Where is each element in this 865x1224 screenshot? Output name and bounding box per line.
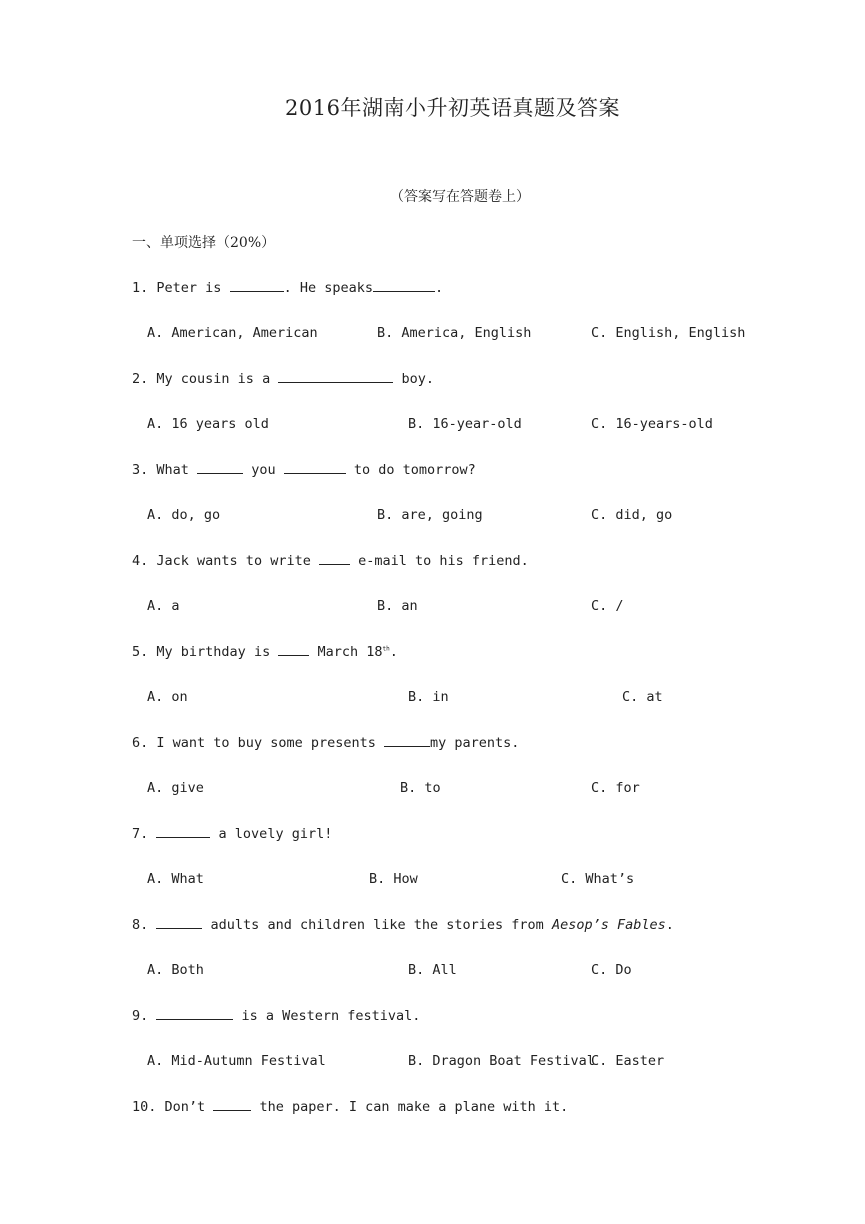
option-c[interactable]: C. 16-years-old xyxy=(591,416,713,432)
answer-blank[interactable] xyxy=(284,461,346,474)
option-c[interactable]: C. English, English xyxy=(591,325,746,341)
answer-blank[interactable] xyxy=(384,734,430,747)
answer-blank[interactable] xyxy=(197,461,243,474)
option-b[interactable]: B. How xyxy=(369,871,418,887)
question-4: 4. Jack wants to write e-mail to his friend. xyxy=(132,553,529,569)
answer-blank[interactable] xyxy=(230,279,284,292)
answer-blank[interactable] xyxy=(278,370,393,383)
question-5: 5. My birthday is March 18th. xyxy=(132,644,398,660)
option-a[interactable]: A. What xyxy=(147,871,204,887)
answer-blank[interactable] xyxy=(278,643,309,656)
option-b[interactable]: B. to xyxy=(400,780,441,796)
option-b[interactable]: B. America, English xyxy=(377,325,532,341)
question-3: 3. What you to do tomorrow? xyxy=(132,462,476,478)
option-a[interactable]: A. 16 years old xyxy=(147,416,269,432)
answer-blank[interactable] xyxy=(156,1007,233,1020)
option-a[interactable]: A. American, American xyxy=(147,325,318,341)
question-6: 6. I want to buy some presents my parents. xyxy=(132,735,520,751)
option-a[interactable]: A. do, go xyxy=(147,507,221,523)
option-c[interactable]: C. Easter xyxy=(591,1053,665,1069)
page-title: 2016年湖南小升初英语真题及答案 xyxy=(285,96,620,120)
instruction-note: （答案写在答题卷上） xyxy=(390,189,530,205)
option-b[interactable]: B. an xyxy=(377,598,418,614)
option-b[interactable]: B. Dragon Boat Festival xyxy=(408,1053,595,1069)
option-b[interactable]: B. are, going xyxy=(377,507,483,523)
option-c[interactable]: C. at xyxy=(622,689,663,705)
option-c[interactable]: C. Do xyxy=(591,962,632,978)
answer-blank[interactable] xyxy=(319,552,350,565)
question-8: 8. adults and children like the stories from Aesop’s Fables. xyxy=(132,917,674,933)
question-2: 2. My cousin is a boy. xyxy=(132,371,434,387)
option-a[interactable]: A. Mid-Autumn Festival xyxy=(147,1053,326,1069)
question-1: 1. Peter is . He speaks . xyxy=(132,280,444,296)
option-c[interactable]: C. for xyxy=(591,780,640,796)
answer-blank[interactable] xyxy=(373,279,435,292)
option-b[interactable]: B. All xyxy=(408,962,457,978)
section-heading: 一、单项选择（20%） xyxy=(132,235,276,251)
option-a[interactable]: A. give xyxy=(147,780,204,796)
option-c[interactable]: C. / xyxy=(591,598,624,614)
question-10: 10. Don’t the paper. I can make a plane with it. xyxy=(132,1099,569,1115)
question-9: 9. is a Western festival. xyxy=(132,1008,421,1024)
answer-blank[interactable] xyxy=(213,1098,251,1111)
option-a[interactable]: A. on xyxy=(147,689,188,705)
question-7: 7. a lovely girl! xyxy=(132,826,333,842)
option-b[interactable]: B. 16-year-old xyxy=(408,416,522,432)
option-a[interactable]: A. a xyxy=(147,598,180,614)
answer-blank[interactable] xyxy=(156,916,202,929)
option-c[interactable]: C. did, go xyxy=(591,507,673,523)
option-a[interactable]: A. Both xyxy=(147,962,204,978)
option-b[interactable]: B. in xyxy=(408,689,449,705)
answer-blank[interactable] xyxy=(156,825,210,838)
option-c[interactable]: C. What’s xyxy=(561,871,635,887)
